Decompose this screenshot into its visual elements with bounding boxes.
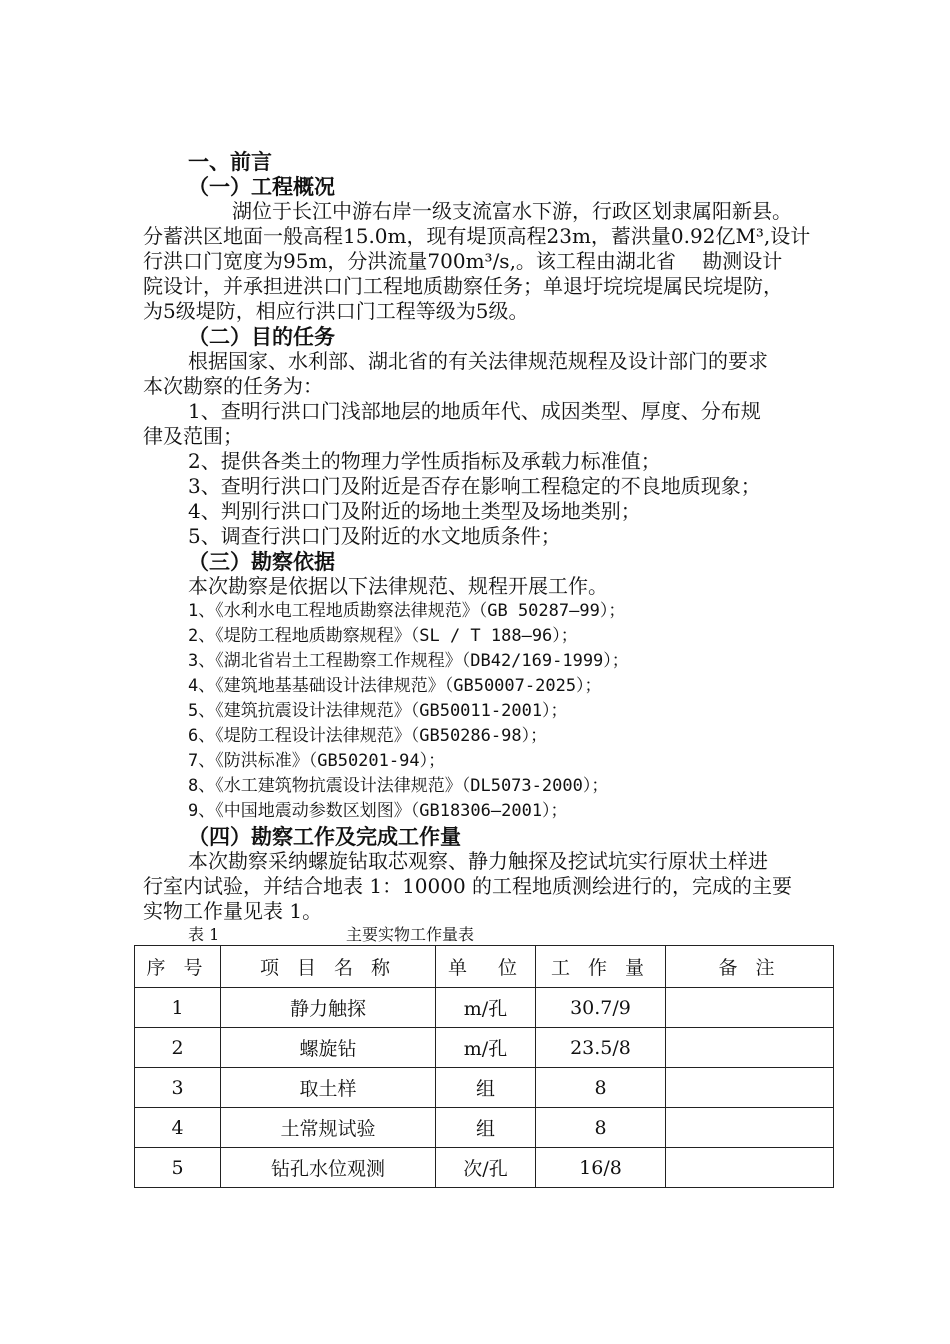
reference-item: 4、《建筑地基基础设计法律规范》（GB50007-2025）； — [188, 676, 602, 696]
col-header-item-name: 项 目 名 称 — [221, 946, 436, 988]
reference-item: 1、《水利水电工程地质勘察法律规范》（GB 50287—99）； — [188, 601, 626, 621]
paragraph-line: 行室内试验，并结合地表 1：10000 的工程地质测绘进行的，完成的主要 — [143, 874, 793, 898]
cell-item-name: 静力触探 — [221, 988, 436, 1028]
paragraph-line: 本次勘察的任务为： — [143, 374, 323, 398]
heading-project-overview: （一）工程概况 — [188, 174, 335, 199]
table-row — [135, 988, 834, 1028]
workload-table — [134, 945, 834, 1188]
cell-serial: 2 — [135, 1028, 221, 1068]
cell-remarks — [666, 1028, 834, 1068]
cell-serial: 5 — [135, 1148, 221, 1188]
reference-item: 3、《湖北省岩土工程勘察工作规程》（DB42/169-1999）； — [188, 651, 629, 671]
paragraph-line: 院设计，并承担进洪口门工程地质勘察任务；单退圩垸垸堤属民垸堤防， — [143, 274, 783, 298]
table-title: 主要实物工作量表 — [346, 925, 475, 944]
reference-item: 8、《水工建筑物抗震设计法律规范》（DL5073-2000）； — [188, 776, 609, 796]
task-item: 2、提供各类土的物理力学性质指标及承载力标准值； — [188, 449, 661, 473]
reference-item: 6、《堤防工程设计法律规范》（GB50286-98）； — [188, 726, 548, 746]
reference-item: 5、《建筑抗震设计法律规范》（GB50011-2001）； — [188, 701, 568, 721]
task-item: 5、调查行洪口门及附近的水文地质条件； — [188, 524, 561, 548]
heading-survey-workload: （四）勘察工作及完成工作量 — [188, 824, 461, 849]
paragraph-line: 湖位于长江中游右岸一级支流富水下游，行政区划隶属阳新县。 — [232, 199, 792, 223]
paragraph-line: 本次勘察采纳螺旋钻取芯观察、静力触探及挖试坑实行原状土样进 — [188, 849, 768, 873]
task-item-continued: 律及范围； — [143, 424, 243, 448]
table-label: 表 1 — [188, 925, 220, 944]
reference-item: 9、《中国地震动参数区划图》（GB18306—2001）； — [188, 801, 568, 821]
task-item: 3、查明行洪口门及附近是否存在影响工程稳定的不良地质现象； — [188, 474, 761, 498]
cell-remarks — [666, 1108, 834, 1148]
table-row — [135, 1068, 834, 1108]
table-row — [135, 1028, 834, 1068]
col-header-workload: 工 作 量 — [536, 946, 666, 988]
table-header-row — [135, 946, 834, 988]
table-row — [135, 1148, 834, 1188]
col-header-serial: 序 号 — [135, 946, 221, 988]
cell-workload: 16/8 — [536, 1148, 666, 1188]
paragraph-line: 根据国家、水利部、湖北省的有关法律规范规程及设计部门的要求 — [188, 349, 768, 373]
cell-item-name: 钻孔水位观测 — [221, 1148, 436, 1188]
cell-unit: 次/孔 — [436, 1148, 536, 1188]
cell-item-name: 取土样 — [221, 1068, 436, 1108]
cell-unit: 组 — [436, 1108, 536, 1148]
cell-remarks — [666, 988, 834, 1028]
paragraph-line: 实物工作量见表 1。 — [143, 899, 323, 923]
cell-item-name: 土常规试验 — [221, 1108, 436, 1148]
paragraph-line: 本次勘察是依据以下法律规范、规程开展工作。 — [188, 574, 608, 598]
col-header-unit: 单 位 — [436, 946, 536, 988]
task-item: 4、判别行洪口门及附近的场地土类型及场地类别； — [188, 499, 641, 523]
cell-serial: 4 — [135, 1108, 221, 1148]
heading-purpose-tasks: （二）目的任务 — [188, 324, 335, 349]
cell-unit: m/孔 — [436, 1028, 536, 1068]
reference-item: 7、《防洪标准》（GB50201-94）； — [188, 751, 446, 771]
cell-serial: 1 — [135, 988, 221, 1028]
heading-survey-basis: （三）勘察依据 — [188, 549, 335, 574]
cell-workload: 8 — [536, 1108, 666, 1148]
cell-unit: 组 — [436, 1068, 536, 1108]
cell-workload: 30.7/9 — [536, 988, 666, 1028]
cell-remarks — [666, 1068, 834, 1108]
cell-unit: m/孔 — [436, 988, 536, 1028]
reference-item: 2、《堤防工程地质勘察规程》（SL / T 188—96）； — [188, 626, 578, 646]
paragraph-line: 为5级堤防，相应行洪口门工程等级为5级。 — [143, 299, 529, 323]
table-row — [135, 1108, 834, 1148]
cell-workload: 23.5/8 — [536, 1028, 666, 1068]
cell-workload: 8 — [536, 1068, 666, 1108]
cell-item-name: 螺旋钻 — [221, 1028, 436, 1068]
col-header-remarks: 备 注 — [666, 946, 834, 988]
task-item: 1、查明行洪口门浅部地层的地质年代、成因类型、厚度、分布规 — [188, 399, 761, 423]
paragraph-line: 分蓄洪区地面一般高程15.0m，现有堤顶高程23m，蓄洪量0.92亿M³,设计 — [143, 224, 811, 248]
cell-serial: 3 — [135, 1068, 221, 1108]
paragraph-line: 行洪口门宽度为95m，分洪流量700m³/s,。该工程由湖北省 勘测设计 — [143, 249, 783, 273]
section-title-preface: 一、前言 — [188, 149, 272, 174]
cell-remarks — [666, 1148, 834, 1188]
